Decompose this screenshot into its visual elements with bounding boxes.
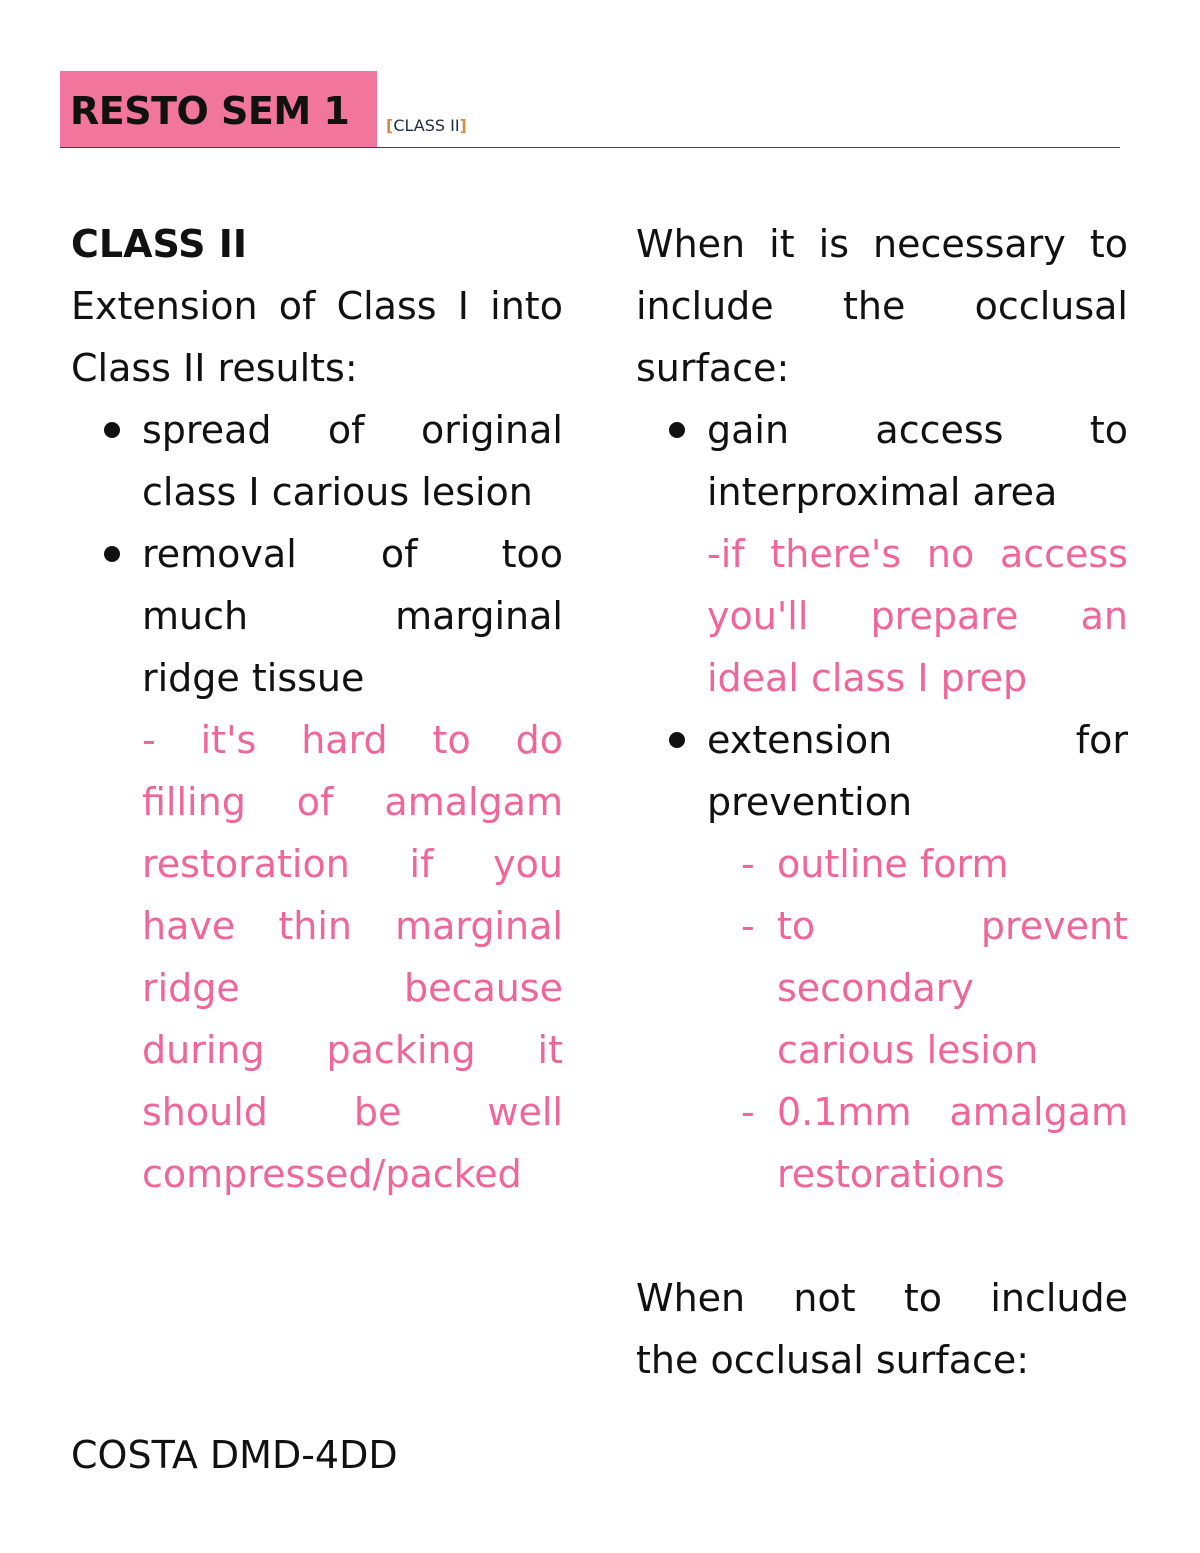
footer-author: COSTA DMD-4DD <box>71 1433 398 1477</box>
word: because <box>404 966 563 1010</box>
word: it <box>769 222 795 266</box>
bullet-item <box>707 709 1128 771</box>
word: original <box>420 408 563 452</box>
word: there's <box>770 532 902 576</box>
bullet-item <box>142 523 563 585</box>
word: restoration <box>142 842 350 886</box>
outro-line: the occlusal surface: <box>636 1338 1030 1382</box>
page-title: RESTO SEM 1 <box>70 89 350 133</box>
word: much <box>142 594 249 638</box>
bullet-icon <box>669 422 685 438</box>
word: the <box>842 284 906 328</box>
word: extension <box>707 718 893 762</box>
word: have <box>142 904 236 948</box>
note-line <box>707 523 1128 585</box>
word: no <box>926 532 975 576</box>
word: to <box>432 718 471 762</box>
word: not <box>793 1276 856 1320</box>
note-line: compressed/packed <box>142 1152 522 1196</box>
bullet-text: class I carious lesion <box>142 470 533 514</box>
intro-line: surface: <box>636 346 790 390</box>
word: ridge <box>142 966 240 1010</box>
word: access <box>875 408 1004 452</box>
word: gain <box>707 408 790 452</box>
word: during <box>142 1028 265 1072</box>
note-line <box>142 1081 563 1143</box>
note-line <box>142 895 563 957</box>
bullet-text <box>142 523 563 585</box>
word: amalgam <box>384 780 563 824</box>
word: When <box>636 1276 746 1320</box>
word: should <box>142 1090 268 1134</box>
word: is <box>818 222 850 266</box>
word: -if <box>707 532 745 576</box>
word: access <box>999 532 1128 576</box>
word: include <box>990 1276 1128 1320</box>
bullet-text <box>142 585 563 647</box>
intro-line <box>636 275 1128 337</box>
word: 0.1mm <box>777 1090 912 1134</box>
word: filling <box>142 780 246 824</box>
word: packing <box>326 1028 476 1072</box>
note-line: ideal class I prep <box>707 656 1028 700</box>
word: prevent <box>980 904 1128 948</box>
word: amalgam <box>949 1090 1128 1134</box>
word: Extension <box>71 284 258 328</box>
word: do <box>515 718 563 762</box>
word: removal <box>142 532 297 576</box>
word: to <box>777 904 816 948</box>
word: hard <box>301 718 388 762</box>
sub-item-text <box>777 1081 1128 1143</box>
word: it <box>537 1028 563 1072</box>
word: marginal <box>395 594 563 638</box>
sub-item-text: restorations <box>777 1152 1005 1196</box>
word: into <box>490 284 563 328</box>
word: to <box>1089 408 1128 452</box>
word: of <box>380 532 418 576</box>
word: of <box>327 408 365 452</box>
bullet-text <box>707 709 1128 771</box>
word: thin <box>278 904 352 948</box>
word: you <box>493 842 563 886</box>
section-subtitle <box>386 115 467 137</box>
word: to <box>1089 222 1128 266</box>
sub-item-text: outline form <box>777 842 1009 886</box>
section-heading: CLASS II <box>71 222 248 266</box>
bullet-item <box>142 399 563 461</box>
word: to <box>903 1276 943 1320</box>
bullet-text: prevention <box>707 780 913 824</box>
word: prepare <box>870 594 1019 638</box>
word: it's <box>200 718 257 762</box>
sub-item-text: carious lesion <box>777 1028 1039 1072</box>
word: for <box>1075 718 1128 762</box>
word: you'll <box>707 594 809 638</box>
note-line <box>707 585 1128 647</box>
note-line <box>142 833 563 895</box>
right-column <box>636 213 1128 1391</box>
dash-marker: - <box>741 1090 755 1134</box>
word: I <box>457 284 469 328</box>
dash-marker: - <box>741 904 755 948</box>
sub-item <box>741 895 1128 957</box>
spacer <box>636 1205 1128 1267</box>
word: well <box>487 1090 563 1134</box>
subtitle-close-bracket: ] <box>459 116 467 135</box>
word: of <box>296 780 334 824</box>
sub-item <box>741 1081 1128 1143</box>
word: include <box>636 284 774 328</box>
word: spread <box>142 408 272 452</box>
header-divider <box>60 147 1120 148</box>
bullet-text <box>142 399 563 461</box>
note-line <box>142 709 563 771</box>
note-line <box>142 957 563 1019</box>
word: if <box>409 842 434 886</box>
sub-item-text: secondary <box>777 966 974 1010</box>
outro-line <box>636 1267 1128 1329</box>
bullet-text <box>707 399 1128 461</box>
bullet-icon <box>669 732 685 748</box>
intro-line <box>636 213 1128 275</box>
left-column <box>71 213 563 1205</box>
word: too <box>501 532 563 576</box>
word: occlusal <box>974 284 1128 328</box>
sub-item <box>741 833 1128 895</box>
dash-marker: - <box>741 842 755 886</box>
bullet-icon <box>104 546 120 562</box>
bullet-text: interproximal area <box>707 470 1058 514</box>
word: When <box>636 222 746 266</box>
sub-item-text <box>777 895 1128 957</box>
subtitle-label: CLASS II <box>393 116 460 135</box>
note-line <box>142 771 563 833</box>
word: Class <box>336 284 437 328</box>
bullet-icon <box>104 422 120 438</box>
intro-line <box>71 275 563 337</box>
bullet-item <box>707 399 1128 461</box>
word: - <box>142 718 156 762</box>
bullet-text: ridge tissue <box>142 656 365 700</box>
intro-line: Class II results: <box>71 346 358 390</box>
subtitle-open-bracket: [ <box>386 116 394 135</box>
note-line <box>142 1019 563 1081</box>
word: be <box>353 1090 402 1134</box>
word: an <box>1080 594 1128 638</box>
word: marginal <box>395 904 563 948</box>
word: of <box>278 284 316 328</box>
word: necessary <box>873 222 1066 266</box>
